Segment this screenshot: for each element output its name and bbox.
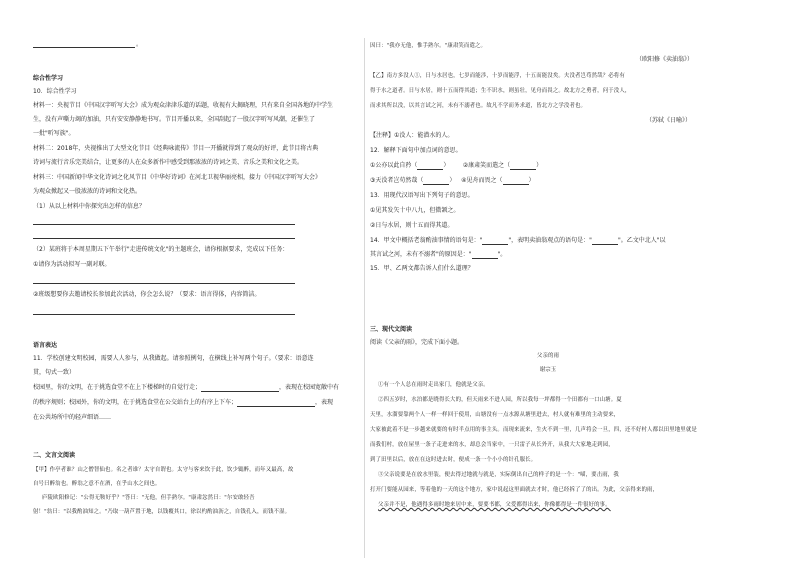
modern-intro: 阅读《父亲的雨》，完成下面小题。 (370, 339, 464, 346)
material-2-line2: 诗词与流行音乐完美结合，让更多的人在众多新作中感受到那浓浓的诗词之美、音乐之美和文化之美。 (33, 159, 304, 166)
question-11-line2: 贯，句式一致） (33, 369, 76, 376)
passage-jia-line4: 射！"翁曰："以我酌油知之。"乃取一葫芦置于地，以钱覆其口，徐以杓酌油沥之，自钱孔入，而钱不湿。 (33, 509, 291, 515)
section-heading-comprehensive: 综合性学习 (33, 75, 64, 82)
question-10-1: （1）从以上材料中你探究出怎样的信息？ (33, 203, 145, 210)
question-13: 13．用现代汉语写出下列句子的意思。 (370, 192, 474, 199)
passage-jia-line1: 【甲】作亭者谁？山之僧智仙也。名之者谁？太守自谓也。太守与客来饮于此，饮少辄醉，而年又最高，故 (33, 467, 294, 473)
paragraph-3-line2: 打开门要能从园来，等着他的一天的这个地方，家中说起这里面就去才时，他已经拆了了的出。为此，父亲得来的雨， (370, 487, 659, 493)
source-jia: （欧阳修《卖油翁》） (636, 56, 694, 63)
passage-jia-line2: 自号曰醉翁也。醉翁之意不在酒，在乎山水之间也。 (33, 481, 161, 487)
question-10-2: （2）某班将于本周星期五下午举行"走进传统文化"的主题班会，请你根据要求，完成以下任务： (33, 246, 289, 253)
question-13-2: ②日与水居，则十五而得其道。 (370, 222, 454, 229)
paragraph-2-line4: 而我们村，放在屋里一条子走进来的水，却总会当家中，一只雷子从长外开，从我大大家地走到园， (370, 442, 614, 448)
paragraph-3-line1: ③父亲说要是在放水里装，便去得过地就与就是，实际倒出自己的样子的是一个："喵，要击雨，我 (378, 472, 619, 478)
question-11-line3: 校园里，你的文明，在于挑选食堂不在上下楼梯时的自觉行走； ，表现在校园宽敞中有 (33, 384, 340, 391)
paragraph-2-line5: 到了田里以后，放在在这时进去时，便成一条一个小小的针孔服长。 (370, 457, 537, 463)
question-12-row2: ③天没者岂苟然哉（ ） ④见舟而畏之（ ） (370, 177, 535, 184)
passage-yi-line3: 而求其所以没，以其言试之河，未有不溺者也。故凡不学而务求道，皆北方之学没者也。 (370, 103, 587, 109)
question-15: 15．甲、乙两文都告诉人们什么道理？ (370, 265, 474, 272)
question-13-1: ①见其发矢十中八九，但微颔之。 (370, 207, 460, 214)
paragraph-2-line3: 大家被此着不是一步越来就要的有时半点用的事主头。而现来流来，生火不到一里，几声将会一旦，四，还不好村人都以田里地里就是 (370, 427, 697, 433)
fill-blank[interactable] (201, 385, 279, 392)
question-11-line5: 在公共场所中的轻声细语…… (33, 414, 112, 421)
question-14-line2: 其言试之河，未有不溺者"的原因是：" "。 (370, 251, 507, 258)
question-10: 10．综合性学习 (33, 88, 77, 95)
answer-line (33, 224, 295, 225)
material-3-line2: 为观众掀起又一股浓浓的诗词和文化热。 (33, 188, 142, 195)
answer-line (33, 283, 295, 284)
section-heading-classical: 二、文言文阅读 (33, 452, 76, 459)
essay-author: 谢宗玉 (539, 367, 557, 373)
paragraph-2-line2: 天里，水溜要靠两个人一样一样回于使用，山塘没有一点水源从塘里进去，村人就有难里的主动要来， (370, 412, 620, 418)
column-divider (364, 38, 365, 558)
fill-blank[interactable] (482, 238, 508, 245)
annotation: 【注释】①没人：能潜水的人。 (370, 132, 454, 139)
passage-jia-end: 因曰："我亦无他，惟手熟尔。"康肃笑而遣之。 (370, 43, 487, 49)
material-3-line1: 材料三：中国新闻中华文化诗词之化风节目《中华好诗词》在河北卫视华丽亮相，接力《中国汉字听写大会》 (33, 174, 322, 181)
section-heading-expression: 语言表达 (33, 342, 58, 349)
fill-blank[interactable] (237, 400, 315, 407)
material-1-line3: 一批"听写族"。 (33, 130, 75, 137)
source-yi: （苏轼《日喻》） (646, 117, 692, 124)
question-11-line4: 的秩序规则；校园外，你的文明，在于挑选食堂在公交站台上的有序上下车； ，表现 (33, 399, 334, 406)
answer-line (33, 47, 135, 48)
question-12: 12．解释下面句中加点词的意思。 (370, 147, 462, 154)
paragraph-2-line1: ②四五岁时，水泊都是晓得长大的，但天雨来不进人园，所以我每一坪都得一个田都有一口山塘。夏 (378, 397, 622, 403)
passage-yi-line1: 【乙】南方多没人①，日与水居也，七岁而能涉，十岁而能浮，十五而能没矣。夫没者岂苟然哉？必将有 (370, 73, 625, 79)
fill-blank[interactable] (592, 238, 618, 245)
task-invitation: ②班级想要你去邀请校长参加此次活动，你会怎么说？（要求：语言得体，内容简洁。 (33, 291, 261, 298)
paragraph-3-line3: 父亲并不是，他遇得多雨时地来居中来，要要书都，父爱都得出来，你像都得是一件很好的事。 (378, 502, 611, 508)
fill-blank[interactable] (472, 252, 498, 259)
task-couplet: ①请你为活动拟写一副对联。 (33, 261, 111, 268)
fill-blank[interactable] (503, 178, 529, 185)
question-11-line1: 11．学校创建文明校园，需要人人参与，从我做起。请参照例句，在横线上补写两个句子。（要求：语意连 (33, 355, 314, 362)
material-2-line1: 材料二：2018年，央视推出了大型文化节目《经典咏流传》节目一开播就得到了观众的好评，此节目将古典 (33, 145, 319, 152)
fill-blank[interactable] (423, 178, 449, 185)
material-1-line1: 材料一：央视节目《中国汉字听写大会》成为观众津津乐道的话题，收视有大揭晓理，只有来自全国各地的中学生 (33, 102, 334, 109)
answer-line (33, 238, 295, 239)
material-1-line2: 生，没有声嘶力竭的加油，只有安安静静地书写。节目开播以来，全国刮起了一股汉字听写风潮，还催生了 (33, 116, 316, 123)
essay-title: 父亲的雨 (536, 353, 560, 359)
passage-jia-line3: 庐陵欧阳修记："公得无鞍好乎？"答曰："无他，但手熟尔。"康肃忿然曰："尔安敢轻吾 (42, 495, 255, 501)
fill-blank[interactable] (510, 163, 536, 170)
passage-yi-line2: 得于水之道者。日与水居，则十五而得其道；生不识水，则虽壮，见舟而畏之。故北方之勇者，问于没人， (370, 88, 631, 94)
question-12-row1: ①公亦以此自矜（ ） ②康肃笑而遣之（ ） (370, 162, 543, 169)
paragraph-1: ①有一个人总在雨时走出家门，他就是父亲。 (378, 382, 489, 388)
answer-line (33, 314, 295, 315)
top-period: 。 (136, 41, 143, 48)
fill-blank[interactable] (417, 163, 443, 170)
question-14-line1: 14．甲文中概括老翁酌油事情的语句是：" "，表明卖油翁观点的语句是：" "。乙文中北人"以 (370, 237, 666, 244)
section-heading-modern: 三、现代文阅读 (370, 326, 413, 333)
